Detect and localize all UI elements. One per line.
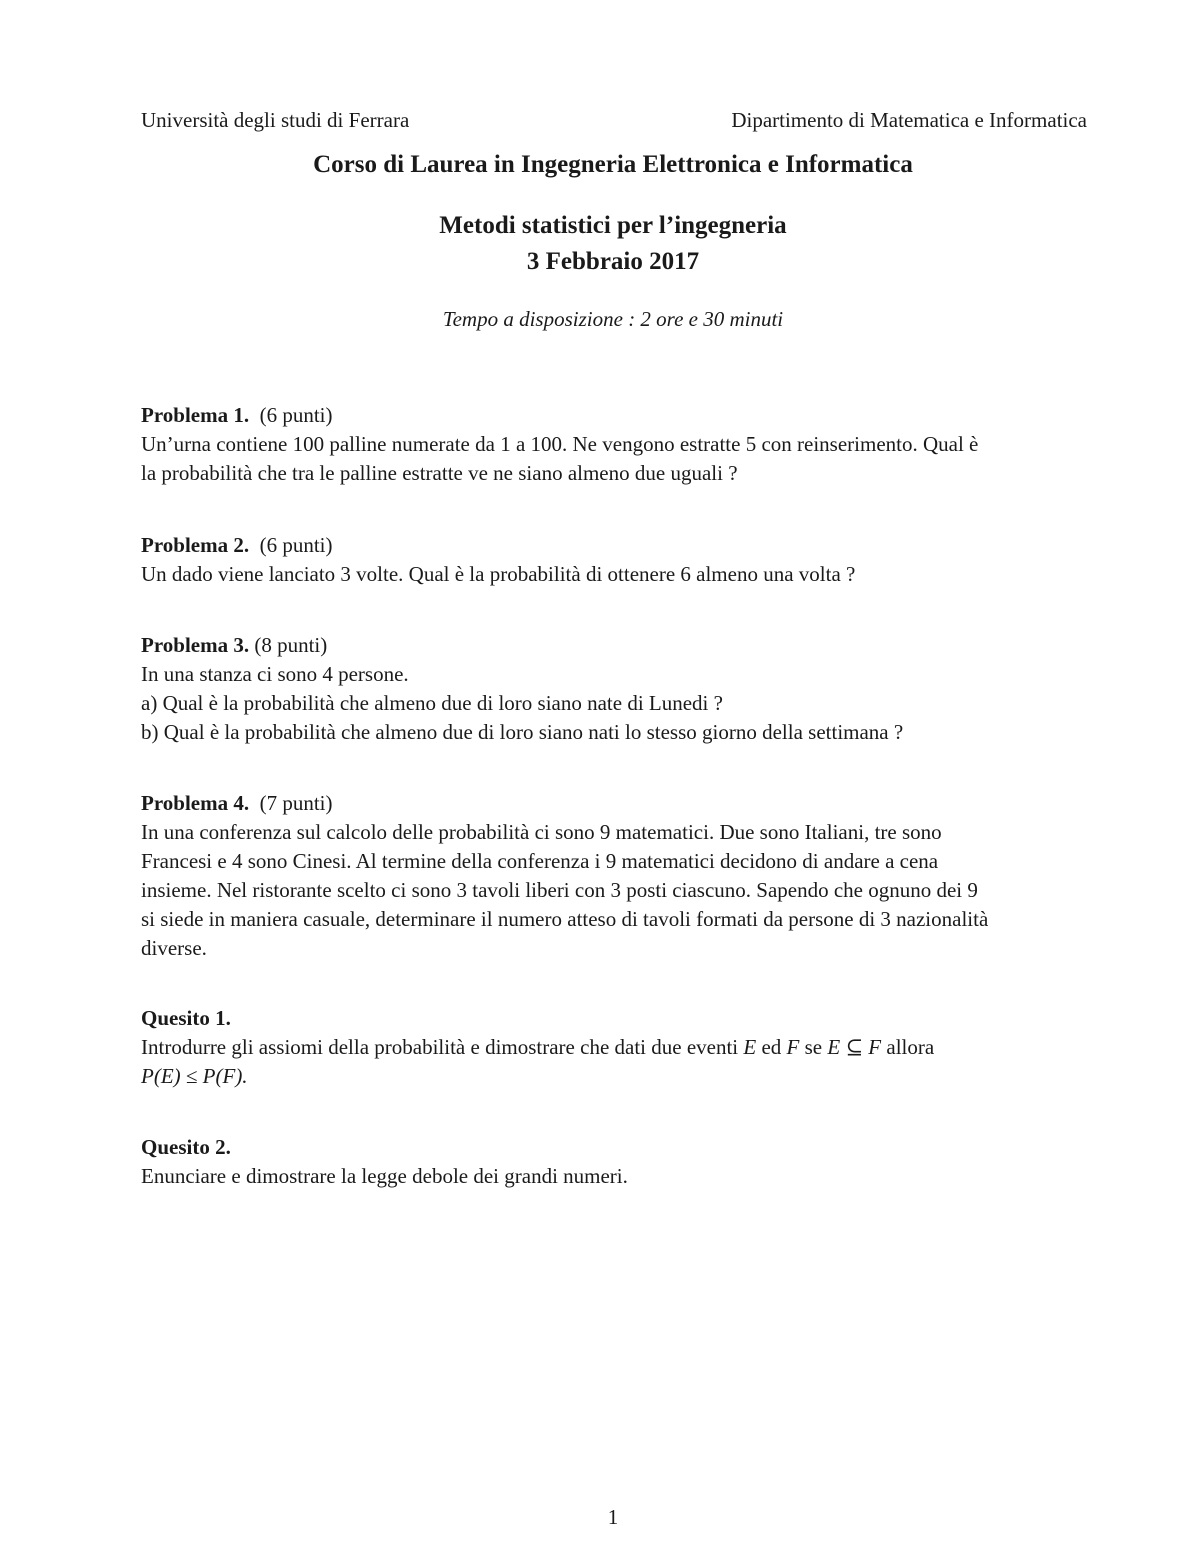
subject-title: Metodi statistici per l’ingegneria [439,212,787,239]
math-event-f: F [786,1035,800,1059]
math-inequality: P(E) ≤ P(F). [141,1064,248,1088]
problem-label: Problema 4. [141,791,250,815]
problem-points: (8 punti) [254,633,328,657]
question-label: Quesito 2. [141,1135,231,1159]
problem-points: (7 punti) [259,791,333,815]
problem-text-line: si siede in maniera casuale, determinare il numero atteso di tavoli formati da persone di 3 nazionalità [141,907,989,931]
question-text-line [141,1033,1091,1062]
time-note: Tempo a disposizione : 2 ore e 30 minuti [442,307,784,331]
department-name: Dipartimento di Matematica e Informatica [731,108,1087,132]
math-event-e: E [743,1035,757,1059]
question-text-line [141,1062,1091,1091]
problem-text-line: Un’urna contiene 100 palline numerate da 1 a 100. Ne vengono estratte 5 con reinserimento. Qual è [141,432,979,456]
problem-heading [141,789,1091,818]
problem-text-line: In una stanza ci sono 4 persone. [141,662,409,686]
question-1 [141,1004,1091,1091]
exam-date: 3 Febbraio 2017 [526,248,700,275]
question-text: allora [881,1035,935,1059]
question-label: Quesito 1. [141,1006,231,1030]
problem-1 [141,401,1091,488]
question-heading [141,1004,1091,1033]
problem-text-line: insieme. Nel ristorante scelto ci sono 3 tavoli liberi con 3 posti ciascuno. Sapendo che ognuno dei 9 [141,878,978,902]
problem-text-line: a) Qual è la probabilità che almeno due di loro siano nate di Lunedi ? [141,691,723,715]
problem-points: (6 punti) [259,533,333,557]
problem-label: Problema 3. [141,633,250,657]
question-2 [141,1133,1091,1191]
university-name: Università degli studi di Ferrara [141,108,410,132]
problem-text-line: In una conferenza sul calcolo delle probabilità ci sono 9 matematici. Due sono Italiani, tre sono [141,820,942,844]
problem-heading [141,631,1091,660]
problem-2 [141,531,1091,589]
problem-4 [141,789,1091,963]
problem-text-line: b) Qual è la probabilità che almeno due di loro siano nati lo stesso giorno della settimana ? [141,720,904,744]
question-text: Introdurre gli assiomi della probabilità e dimostrare che dati due eventi [141,1035,744,1059]
question-text: se [799,1035,828,1059]
problem-heading [141,531,1091,560]
question-heading [141,1133,1091,1162]
problem-label: Problema 1. [141,403,250,427]
problem-text-line: Un dado viene lanciato 3 volte. Qual è la probabilità di ottenere 6 almeno una volta ? [141,562,856,586]
page-number: 1 [607,1505,619,1529]
problem-text-line: Francesi e 4 sono Cinesi. Al termine della conferenza i 9 matematici decidono di andare a cena [141,849,939,873]
problem-3 [141,631,1091,747]
question-text: ed [756,1035,787,1059]
problem-heading [141,401,1091,430]
problem-text-line: diverse. [141,936,207,960]
course-title: Corso di Laurea in Ingegneria Elettronica e Informatica [313,151,913,178]
problem-label: Problema 2. [141,533,250,557]
problem-text-line: la probabilità che tra le palline estratte ve ne siano almeno due uguali ? [141,461,738,485]
question-text-line: Enunciare e dimostrare la legge debole dei grandi numeri. [141,1164,628,1188]
problem-points: (6 punti) [259,403,333,427]
math-subset: E ⊆ F [827,1035,882,1059]
